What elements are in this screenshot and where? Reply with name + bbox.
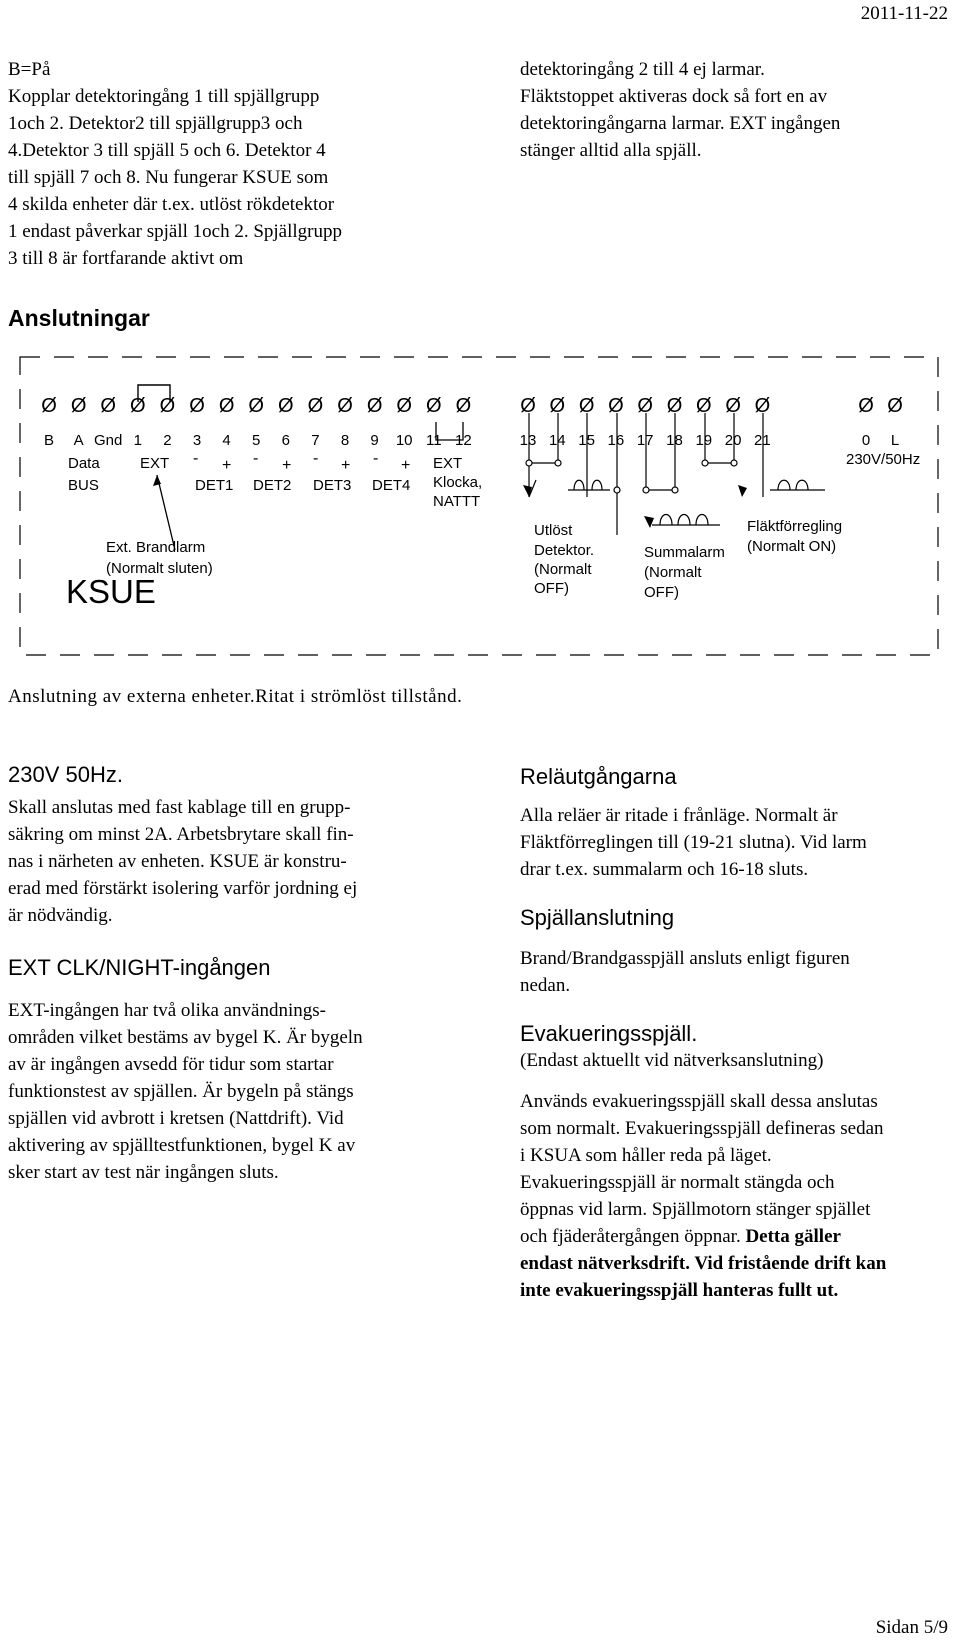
text-line: Fläktstoppet aktiveras dock så fort en av xyxy=(520,86,828,107)
relay-utlost-arrow xyxy=(523,485,532,497)
terminal-symbol: Ø xyxy=(189,395,205,417)
det4-label: DET4 xyxy=(372,477,411,494)
text-line: Evakueringsspjäll är normalt stängda och xyxy=(520,1172,835,1193)
terminal-symbol: Ø xyxy=(278,395,294,417)
text-line: Fläktförreglingen till (19-21 slutna). Vid larm xyxy=(520,832,867,853)
power-paragraph xyxy=(8,794,438,929)
text-line: nedan. xyxy=(520,975,571,996)
terminal-symbol: Ø xyxy=(366,395,383,417)
terminal-label: 1 xyxy=(133,432,142,449)
text-line: är nödvändig. xyxy=(8,905,113,926)
terminal-label: A xyxy=(73,432,84,449)
terminal-label: 14 xyxy=(548,432,566,449)
relay-summalarm-arrow xyxy=(644,516,654,528)
terminal-symbol: Ø xyxy=(426,395,442,417)
terminal-label: 13 xyxy=(519,432,537,449)
terminal-label: 18 xyxy=(666,432,683,449)
data-label: Data xyxy=(68,455,100,472)
text-line: 1 endast påverkar spjäll 1och 2. Spjällgrupp xyxy=(8,221,343,242)
terminal-symbol: Ø xyxy=(637,395,653,417)
terminal-label: B xyxy=(43,432,55,449)
terminal-label: 16 xyxy=(607,432,625,449)
terminal-symbol: Ø xyxy=(70,395,87,417)
bus-label: BUS xyxy=(68,477,99,494)
terminal-symbol: Ø xyxy=(696,395,712,417)
terminal-symbol: Ø xyxy=(130,395,146,417)
terminal-label: 0 xyxy=(861,432,871,449)
text-line: 4.Detektor 3 till spjäll 5 och 6. Detektor 4 xyxy=(8,140,326,161)
terminal-symbol: Ø xyxy=(608,395,624,417)
det4-minus: - xyxy=(373,450,379,467)
text-line: områden vilket bestäms av bygel K. Är bygeln xyxy=(8,1027,363,1048)
terminal-symbol: Ø xyxy=(248,395,264,417)
text-line: 3 till 8 är fortfarande aktivt om xyxy=(8,248,244,269)
terminal-label: 5 xyxy=(252,432,261,449)
terminal-symbol: Ø xyxy=(725,395,741,417)
document-date: 2011-11-22 xyxy=(860,3,948,24)
terminal-label: 8 xyxy=(340,432,350,449)
unit-name: KSUE xyxy=(66,573,156,610)
text-line: Brand/Brandgasspjäll ansluts enligt figuren xyxy=(520,948,850,969)
left-column xyxy=(8,762,438,1186)
text-line: säkring om minst 2A. Arbetsbrytare skall fin- xyxy=(8,824,354,845)
det2-label: DET2 xyxy=(253,477,292,494)
text-line: sker start av test när ingången sluts. xyxy=(8,1162,279,1183)
summalarm-line: OFF) xyxy=(644,584,679,601)
power-label: 230V/50Hz xyxy=(846,451,921,468)
terminal-symbol: Ø xyxy=(307,395,324,417)
text-line: 4 skilda enheter där t.ex. utlöst rökdetektor xyxy=(8,194,335,215)
damper-heading: Spjällanslutning xyxy=(520,905,675,930)
intro-right-text xyxy=(520,56,960,164)
terminal-symbol: Ø xyxy=(100,395,116,417)
terminal-label: 12 xyxy=(455,432,472,449)
terminal-label: 15 xyxy=(578,432,595,449)
terminal-symbol: Ø xyxy=(159,395,176,417)
utlost-line: Utlöst xyxy=(534,522,573,539)
det4-plus: + xyxy=(401,457,411,474)
terminal-symbol: Ø xyxy=(858,395,874,417)
terminal-symbol: Ø xyxy=(549,395,566,417)
terminal-label: 20 xyxy=(724,432,742,449)
ext-heading: EXT CLK/NIGHT-ingången xyxy=(8,955,271,980)
text-line: Skall anslutas med fast kablage till en grupp- xyxy=(8,797,351,818)
terminal-symbol: Ø xyxy=(218,395,235,417)
terminal-label: Gnd xyxy=(94,432,123,449)
text-line: funktionstest av spjällen. Är bygeln på stängs xyxy=(8,1081,354,1102)
bold-segment: Detta gäller xyxy=(745,1226,841,1247)
text-line: Används evakueringsspjäll skall dessa anslutas xyxy=(520,1091,878,1112)
det2-minus: - xyxy=(253,450,259,467)
terminal-symbol: Ø xyxy=(666,395,683,417)
terminal-label: 17 xyxy=(636,432,654,449)
det1-plus: + xyxy=(222,457,232,474)
terminal-symbol: Ø xyxy=(41,395,57,417)
utlost-line: Detektor. xyxy=(534,542,595,559)
det2-plus: + xyxy=(282,457,292,474)
det3-minus: - xyxy=(313,450,319,467)
relay-flakt xyxy=(702,413,825,497)
flakt-line: Fläktförregling xyxy=(747,518,843,535)
relay-utlost xyxy=(526,413,610,497)
terminal-label: 11 xyxy=(426,432,442,449)
det3-label: DET3 xyxy=(313,477,352,494)
terminal-symbol: Ø xyxy=(337,395,353,417)
flakt-line: (Normalt ON) xyxy=(747,538,837,555)
terminal-label: 9 xyxy=(370,432,379,449)
text-line: som normalt. Evakueringsspjäll defineras sedan xyxy=(520,1118,884,1139)
ext-clock-line: Klocka, xyxy=(433,474,483,491)
evac-subheading: (Endast aktuellt vid nätverksanslutning) xyxy=(520,1050,824,1071)
section-title: Anslutningar xyxy=(8,305,150,331)
terminal-label: 2 xyxy=(163,432,172,449)
page-number: Sidan 5/9 xyxy=(875,1617,948,1638)
terminal-symbol: Ø xyxy=(396,395,412,417)
text-line: detektoringång 2 till 4 ej larmar. xyxy=(520,59,765,80)
text-line: erad med förstärkt isolering varför jordning ej xyxy=(8,878,358,899)
terminal-label: 19 xyxy=(695,432,713,449)
terminal-symbol: Ø xyxy=(887,395,903,417)
terminal-label: 6 xyxy=(281,432,290,449)
relay-flakt-arrow xyxy=(738,485,747,497)
evac-heading: Evakueringsspjäll. xyxy=(520,1021,698,1046)
right-column xyxy=(520,764,960,1304)
evac-paragraph xyxy=(520,1088,960,1304)
text-line: stänger alltid alla spjäll. xyxy=(520,140,702,161)
terminal-label: 21 xyxy=(754,432,771,449)
terminal-symbol: Ø xyxy=(754,395,771,417)
bold-line: inte evakueringsspjäll hanteras fullt ut. xyxy=(520,1280,839,1301)
terminal-label: 10 xyxy=(395,432,413,449)
text-line: Kopplar detektoringång 1 till spjällgrupp xyxy=(8,86,320,107)
diagram-caption: Anslutning av externa enheter.Ritat i strömlöst tillstånd. xyxy=(8,686,463,707)
bold-line: endast nätverksdrift. Vid fristående drift kan xyxy=(520,1253,887,1274)
damper-paragraph xyxy=(520,945,960,999)
relay-paragraph xyxy=(520,802,960,883)
utlost-line: (Normalt xyxy=(534,561,592,578)
text-line: aktivering av spjälltestfunktionen, bygel K av xyxy=(8,1135,356,1156)
text-line: i KSUA som håller reda på läget. xyxy=(520,1145,772,1166)
terminal-label: 3 xyxy=(192,432,202,449)
text-line: av är ingången avsedd för tidur som startar xyxy=(8,1054,334,1075)
summalarm-line: (Normalt xyxy=(644,564,702,581)
text-line: nas i närheten av enheten. KSUE är konstru- xyxy=(8,851,347,872)
brandlarm-line: Ext. Brandlarm xyxy=(106,539,206,556)
power-heading: 230V 50Hz. xyxy=(8,762,123,787)
brandlarm-line: (Normalt sluten) xyxy=(106,560,213,577)
intro-left-text xyxy=(8,56,438,272)
text-line xyxy=(520,1223,960,1250)
text-line: spjällen vid avbrott i kretsen (Nattdrift). Vid xyxy=(8,1108,344,1129)
terminal-labels xyxy=(44,432,899,449)
terminal-label: 7 xyxy=(311,432,320,449)
text-line: detektoringångarna larmar. EXT ingången xyxy=(520,113,841,134)
det1-label: DET1 xyxy=(195,477,234,494)
text-line: B=På xyxy=(8,59,51,80)
ext-clock-line: EXT xyxy=(433,455,463,472)
text-line: öppnas vid larm. Spjällmotorn stänger spjället xyxy=(520,1199,871,1220)
terminal-label: L xyxy=(890,432,900,449)
text-line: 1och 2. Detektor2 till spjällgrupp3 och xyxy=(8,113,303,134)
ext-paragraph xyxy=(8,997,438,1186)
det1-minus: - xyxy=(193,450,199,467)
relay-heading: Reläutgångarna xyxy=(520,764,677,789)
text-line: drar t.ex. summalarm och 16-18 sluts. xyxy=(520,859,809,880)
text-line: EXT-ingången har två olika användnings- xyxy=(8,1000,326,1021)
summalarm-line: Summalarm xyxy=(644,544,725,561)
text-segment: och fjäderåtergången öppnar. xyxy=(520,1226,741,1247)
terminal-symbol: Ø xyxy=(520,395,536,417)
text-line: till spjäll 7 och 8. Nu fungerar KSUE som xyxy=(8,167,329,188)
ext-label: EXT xyxy=(140,455,170,472)
text-line: Alla reläer är ritade i frånläge. Normalt är xyxy=(520,805,838,826)
terminal-symbol: Ø xyxy=(455,395,472,417)
utlost-line: OFF) xyxy=(534,580,569,597)
wiring-diagram xyxy=(0,345,960,665)
terminal-symbol: Ø xyxy=(578,395,595,417)
det3-plus: + xyxy=(341,457,351,474)
terminal-label: 4 xyxy=(222,432,231,449)
ext-clock-line: NATTT xyxy=(433,493,481,510)
